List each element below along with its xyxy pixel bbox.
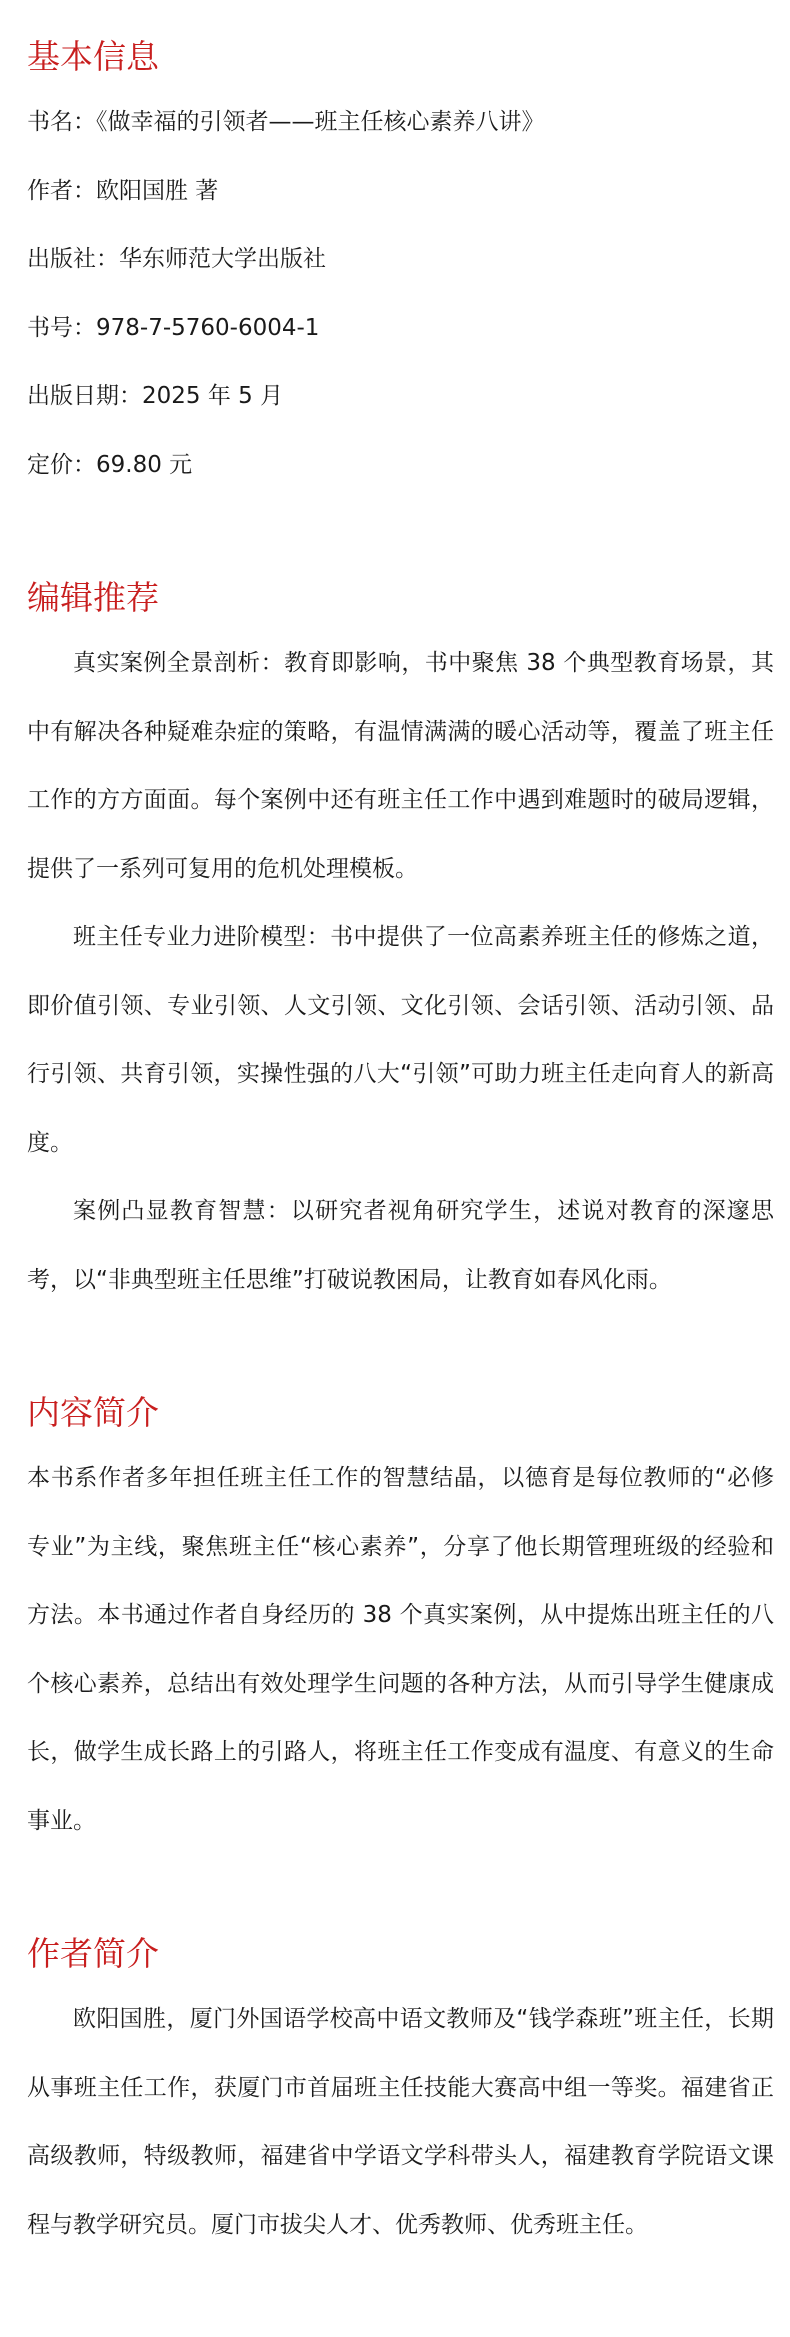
price-line: 定价：69.80 元 <box>27 451 193 478</box>
section-spacer <box>27 499 774 567</box>
section-spacer <box>27 1314 774 1382</box>
content-intro-section <box>27 1382 774 1855</box>
editor-recommendation-section <box>27 567 774 1314</box>
publisher-line: 出版社：华东师范大学出版社 <box>27 246 326 272</box>
book-title-line: 书名：《做幸福的引领者——班主任核心素养八讲》 <box>27 109 545 135</box>
isbn-line: 书号：978-7-5760-6004-1 <box>27 314 320 341</box>
basic-info-section <box>27 26 774 499</box>
basic-info-heading: 基本信息 <box>27 37 159 76</box>
content-intro-paragraph: 本书系作者多年担任班主任工作的智慧结晶，以德育是每位教师的“必修专业”为主线，聚焦班主任“核心素养”，分享了他长期管理班级的经验和方法。本书通过作者自身经历的 38 个真实案例，从中提炼出班主任的八个核心素养，总结出有效处理学生问题的各种方法，从而引导学生健康成长，做学生成长路上的引路人，将班主任工作变成有温度、有意义的生命事业。 <box>27 1465 774 1834</box>
recommendation-paragraph-cases: 真实案例全景剖析：教育即影响，书中聚焦 38 个典型教育场景，其中有解决各种疑难杂症的策略，有温情满满的暖心活动等，覆盖了班主任工作的方方面面。每个案例中还有班主任工作中遇到难题时的破局逻辑，提供了一系列可复用的危机处理模板。 <box>27 650 774 882</box>
recommendation-paragraph-model: 班主任专业力进阶模型：书中提供了一位高素养班主任的修炼之道，即价值引领、专业引领、人文引领、文化引领、会话引领、活动引领、品行引领、共育引领，实操性强的八大“引领”可助力班主任走向育人的新高度。 <box>27 924 774 1156</box>
author-intro-paragraph: 欧阳国胜，厦门外国语学校高中语文教师及“钱学森班”班主任，长期从事班主任工作，获厦门市首届班主任技能大赛高中组一等奖。福建省正高级教师，特级教师，福建省中学语文学科带头人，福建教育学院语文课程与教学研究员。厦门市拔尖人才、优秀教师、优秀班主任。 <box>27 2006 774 2238</box>
content-intro-heading: 内容简介 <box>27 1393 159 1432</box>
editor-recommendation-heading: 编辑推荐 <box>27 578 159 617</box>
section-spacer <box>27 1855 774 1923</box>
author-intro-heading: 作者简介 <box>27 1934 159 1973</box>
author-intro-section <box>27 1923 774 2259</box>
publish-date-line: 出版日期：2025 年 5 月 <box>27 383 284 409</box>
author-line: 作者：欧阳国胜 著 <box>27 177 219 204</box>
recommendation-paragraph-wisdom: 案例凸显教育智慧：以研究者视角研究学生，述说对教育的深邃思考，以“非典型班主任思维”打破说教困局，让教育如春风化雨。 <box>27 1198 774 1293</box>
